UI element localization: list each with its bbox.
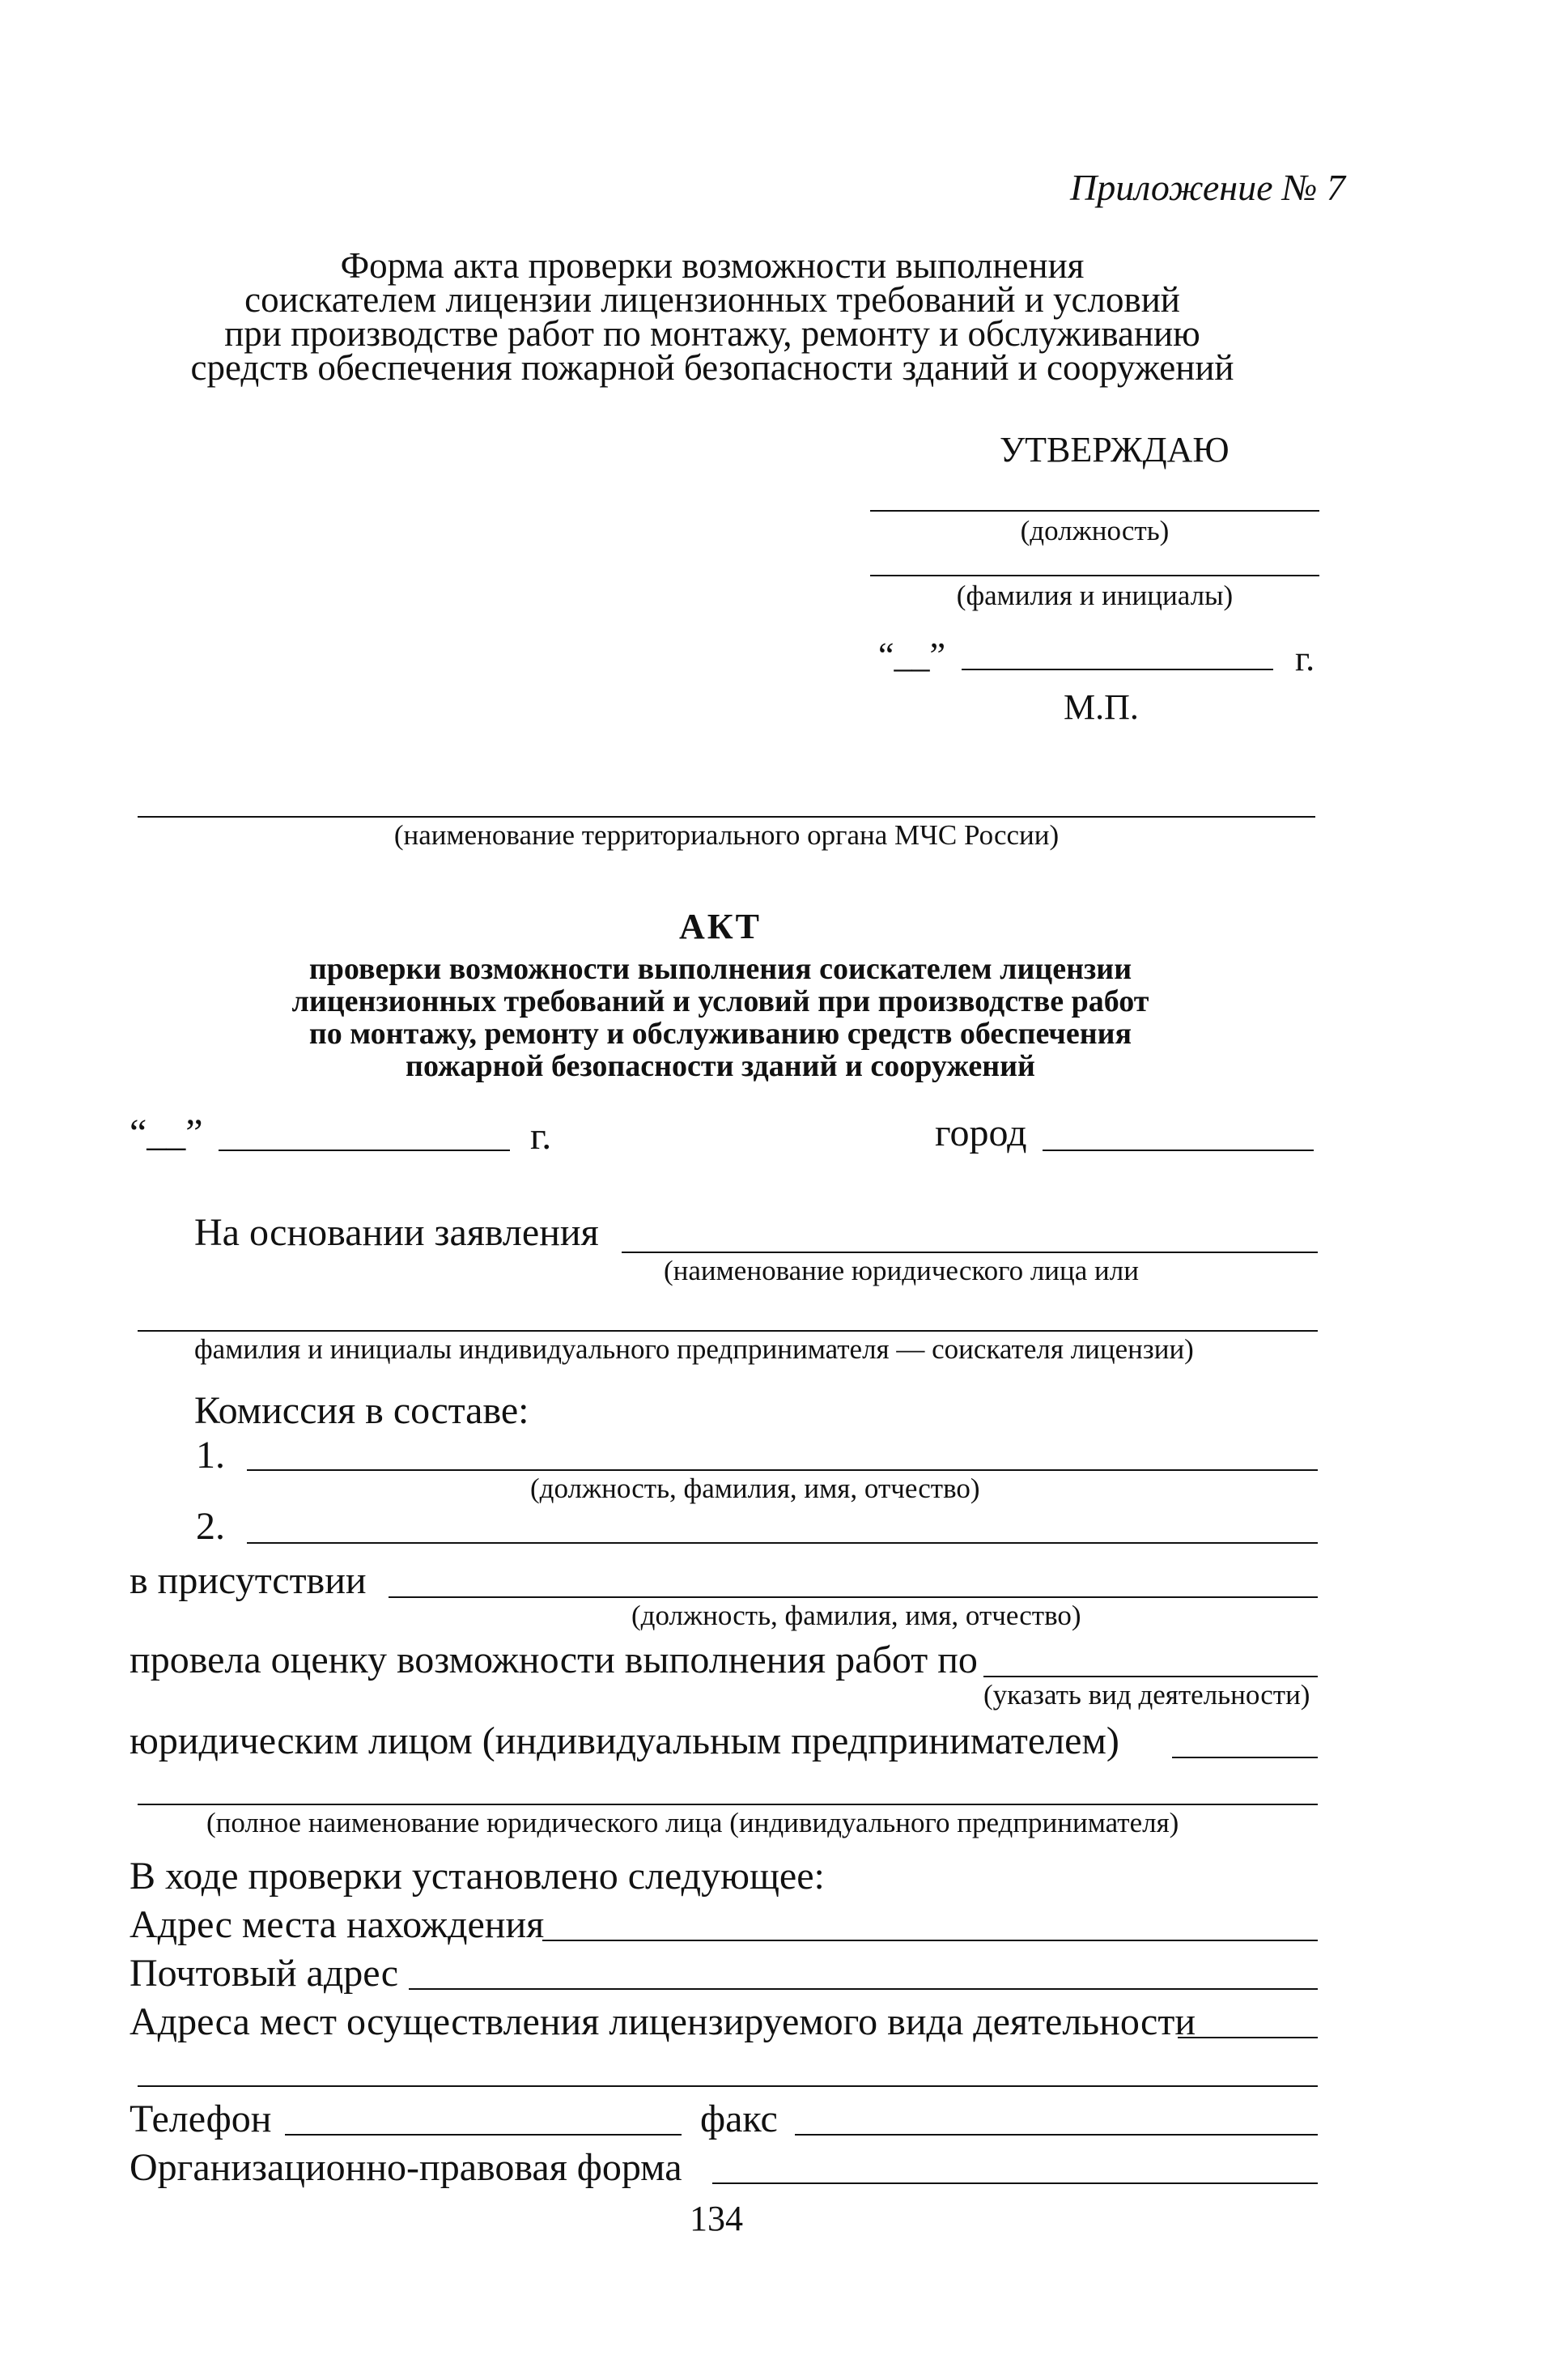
activity-addresses-line-2 [138,2085,1318,2087]
assessment-label: провела оценку возможности выполнения работ по [130,1638,978,1681]
phone-line [285,2134,682,2136]
commission-item-2-number: 2. [196,1505,225,1548]
city-line [1043,1150,1314,1151]
name-line [870,575,1319,576]
presence-line [389,1596,1318,1598]
form-title-line-2: соискателем лицензии лицензионных требований и условий [244,279,1180,320]
commission-item-1-line [247,1469,1318,1471]
entity-caption: (полное наименование юридического лица (индивидуального предпринимателя) [206,1807,1179,1838]
page-number: 134 [690,2199,743,2238]
assessment-line [983,1676,1318,1677]
act-date-quotes: “__” [130,1111,203,1154]
authority-caption: (наименование территориального органа МЧС России) [393,819,1060,851]
form-title-line-1: Форма акта проверки возможности выполнения [340,245,1085,286]
presence-label: в присутствии [130,1559,367,1602]
position-line [870,510,1319,512]
commission-item-2-line [247,1542,1318,1544]
basis-caption-2: фамилия и инициалы индивидуального предпринимателя — соискателя лицензии) [194,1333,1194,1365]
postal-line [409,1988,1318,1990]
findings-intro: В ходе проверки установлено следующее: [130,1855,825,1898]
presence-caption: (должность, фамилия, имя, отчество) [631,1600,1081,1631]
city-label: город [935,1111,1027,1154]
authority-line [138,816,1315,818]
postal-label: Почтовый адрес [130,1952,399,1995]
act-date-line [219,1150,510,1151]
activity-addresses-label: Адреса мест осуществления лицензируемого вида деятельности [130,2000,1196,2043]
legal-form-label: Организационно-правовая форма [130,2146,682,2189]
seal-label: М.П. [1064,687,1139,727]
act-subtitle-line-1: проверки возможности выполнения соискателем лицензии [308,952,1132,986]
entity-line [1172,1757,1318,1758]
form-title-line-3: при производстве работ по монтажу, ремонту и обслуживанию [224,313,1200,354]
approval-date-line [962,669,1273,670]
basis-caption-1: (наименование юридического лица или [664,1255,1139,1286]
fax-label: факс [700,2097,778,2140]
entity-line-2 [138,1804,1318,1805]
act-year-suffix: г. [530,1115,552,1158]
entity-label: юридическим лицом (индивидуальным предпринимателем) [130,1719,1119,1762]
act-subtitle-line-3: по монтажу, ремонту и обслуживанию средств обеспечения [308,1017,1132,1051]
approval-year-suffix: г. [1295,639,1315,678]
approval-date-quotes: “__” [878,635,946,675]
activity-addresses-line [1178,2037,1318,2038]
phone-label: Телефон [130,2097,272,2140]
act-heading: АКТ [678,907,762,946]
location-line [542,1940,1318,1941]
commission-label: Комиссия в составе: [194,1389,529,1432]
location-label: Адрес места нахождения [130,1903,545,1946]
approve-label: УТВЕРЖДАЮ [1000,430,1230,470]
position-caption: (должность) [1020,515,1170,546]
basis-label: На основании заявления [194,1211,599,1254]
commission-item-caption: (должность, фамилия, имя, отчество) [530,1473,980,1504]
act-subtitle-line-4: пожарной безопасности зданий и сооружений [406,1049,1035,1083]
form-title-line-4: средств обеспечения пожарной безопасности зданий и сооружений [190,347,1234,388]
legal-form-line [712,2182,1318,2184]
fax-line [795,2134,1318,2136]
assessment-caption: (указать вид деятельности) [983,1679,1310,1711]
basis-line-2 [138,1330,1318,1332]
act-subtitle-line-2: лицензионных требований и условий при производстве работ [291,984,1149,1018]
name-caption: (фамилия и инициалы) [956,580,1234,611]
commission-item-1-number: 1. [196,1434,225,1477]
basis-line [622,1252,1318,1253]
appendix-label: Приложение № 7 [1070,167,1345,208]
